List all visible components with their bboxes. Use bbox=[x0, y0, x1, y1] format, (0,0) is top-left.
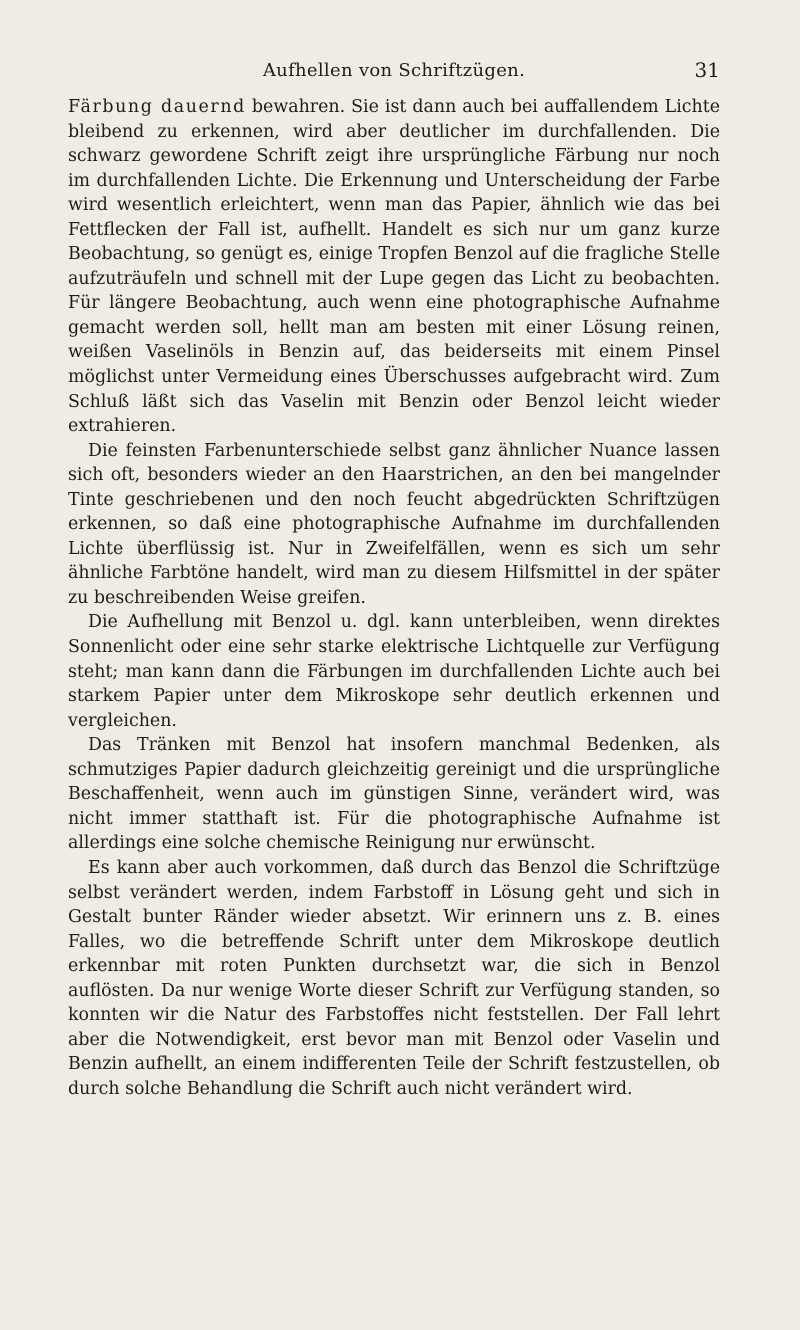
running-head: Aufhellen von Schriftzügen. bbox=[262, 60, 526, 81]
page-number: 31 bbox=[694, 58, 720, 82]
paragraph bbox=[68, 610, 720, 733]
paragraph-text: Das Tränken mit Benzol hat insofern manchmal Bedenken, als schmutziges Papier dadurch gleichzeitig gereinigt und die ursprüngliche Beschaffenheit, wenn auch im günstigen Sinne, verändert wird, was nicht immer statthaft ist. Für die photographische Aufnahme ist allerdings eine solche chemische Reinigung nur erwünscht. bbox=[68, 735, 720, 854]
spaced-lead-text: Färbung dauernd bbox=[68, 97, 246, 117]
paragraph bbox=[68, 95, 720, 439]
body-text bbox=[68, 95, 720, 1101]
paragraph-text: Es kann aber auch vorkommen, daß durch das Benzol die Schriftzüge selbst verändert werden, indem Farbstoff in Lösung geht und sich in Gestalt bunter Ränder wieder absetzt. Wir erinnern uns z. B. eines Falles, wo die betreffende Schrift unter dem Mikroskope deutlich erkennbar mit roten Punkten durchsetzt war, die sich in Benzol auflösten. Da nur wenige Worte dieser Schrift zur Verfügung standen, so konnten wir die Natur des Farbstoffes nicht feststellen. Der Fall lehrt aber die Notwendigkeit, erst bevor man mit Benzol oder Vaselin und Benzin aufhellt, an einem indifferenten Teile der Schrift festzustellen, ob durch solche Behandlung die Schrift auch nicht verändert wird. bbox=[68, 857, 720, 1099]
page-header bbox=[68, 60, 720, 88]
paragraph bbox=[68, 733, 720, 856]
paragraph bbox=[68, 439, 720, 611]
paragraph-text: bewahren. Sie ist dann auch bei auffallendem Lichte bleibend zu erkennen, wird aber deutlicher im durchfallenden. Die schwarz gewordene Schrift zeigt ihre ursprüngliche Färbung nur noch im durchfallenden Lichte. Die Erkennung und Unterscheidung der Farbe wird wesentlich erleichtert, wenn man das Papier, ähnlich wie das bei Fettflecken der Fall ist, aufhellt. Handelt es sich nur um ganz kurze Beobachtung, so genügt es, einige Tropfen Benzol auf die fragliche Stelle aufzuträufeln und schnell mit der Lupe gegen das Licht zu beobachten. Für längere Beobachtung, auch wenn eine photographische Aufnahme gemacht werden soll, hellt man am besten mit einer Lösung reinen, weißen Vaselinöls in Benzin auf, das beiderseits mit einem Pinsel möglichst unter Vermeidung eines Überschusses aufgebracht wird. Zum Schluß läßt sich das Vaselin mit Benzin oder Benzol leicht wieder extrahieren. bbox=[68, 97, 720, 437]
paragraph-text: Die feinsten Farbenunterschiede selbst ganz ähnlicher Nuance lassen sich oft, besonders wieder an den Haarstrichen, an den bei mangelnder Tinte geschriebenen und den noch feucht abgedrückten Schriftzügen erkennen, so daß eine photographische Aufnahme im durchfallenden Lichte überflüssig ist. Nur in Zweifelfällen, wenn es sich um sehr ähnliche Farbtöne handelt, wird man zu diesem Hilfsmittel in der später zu beschreibenden Weise greifen. bbox=[68, 440, 720, 608]
paragraph bbox=[68, 856, 720, 1101]
paragraph-text: Die Aufhellung mit Benzol u. dgl. kann unterbleiben, wenn direktes Sonnenlicht oder eine sehr starke elektrische Lichtquelle zur Verfügung steht; man kann dann die Färbungen im durchfallenden Lichte auch bei starkem Papier unter dem Mikroskope sehr deutlich erkennen und vergleichen. bbox=[68, 612, 720, 731]
